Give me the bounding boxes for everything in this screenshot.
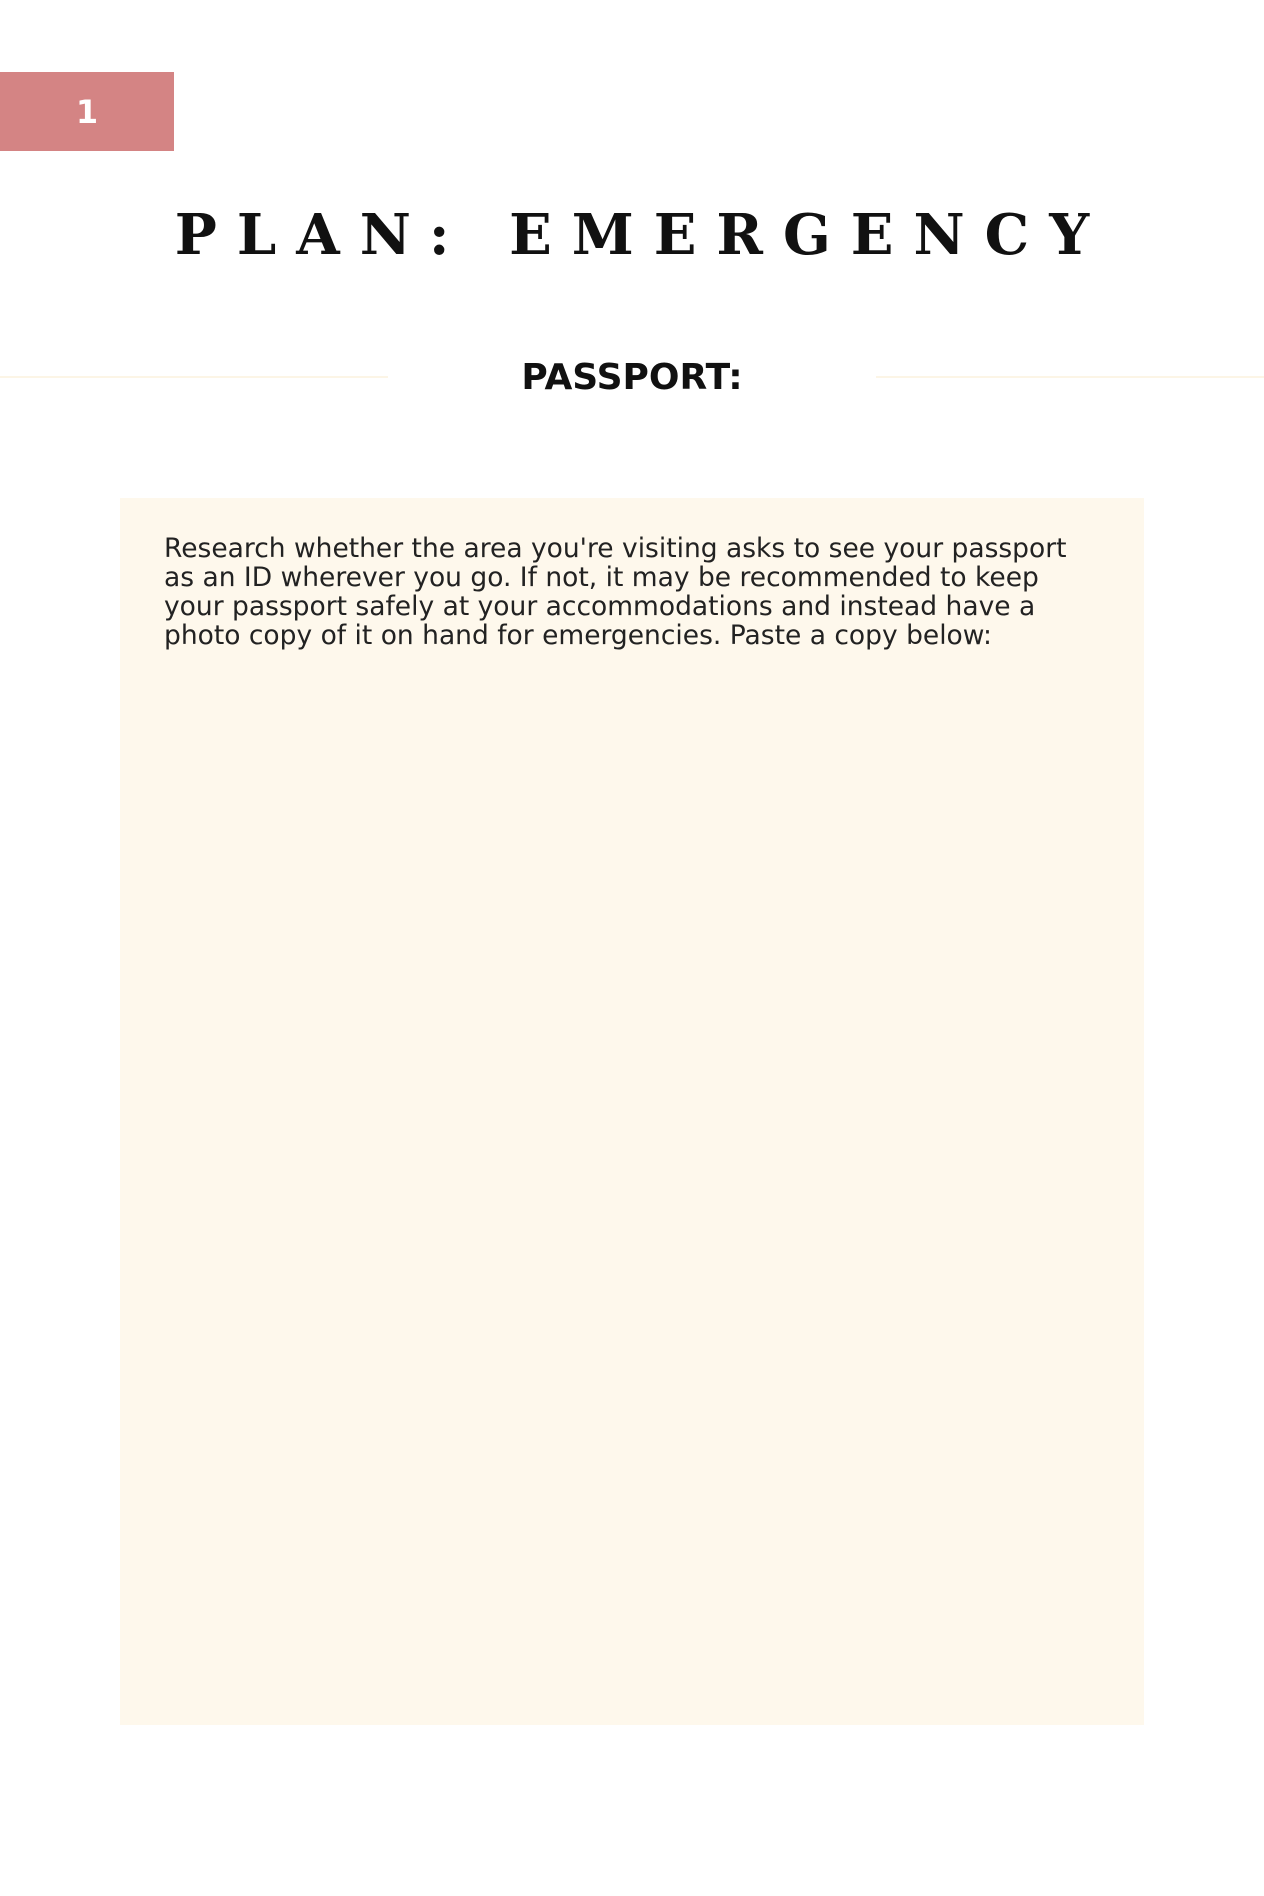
- passport-copy-area[interactable]: [120, 498, 1144, 1725]
- instructions-text: Research whether the area you're visiting asks to see your passport as an ID wherever you go. If not, it may be recommended to keep your passport safely at your accommodations and instead have a photo copy of it on hand for emergencies. Paste a copy below:: [164, 533, 1067, 651]
- divider-right: [876, 376, 1264, 378]
- section-heading: PASSPORT:: [521, 357, 743, 398]
- page-number: 1: [75, 92, 99, 131]
- page-number-tab: [0, 72, 174, 151]
- divider-left: [0, 376, 388, 378]
- page-title: PLAN: EMERGENCY: [174, 202, 1110, 268]
